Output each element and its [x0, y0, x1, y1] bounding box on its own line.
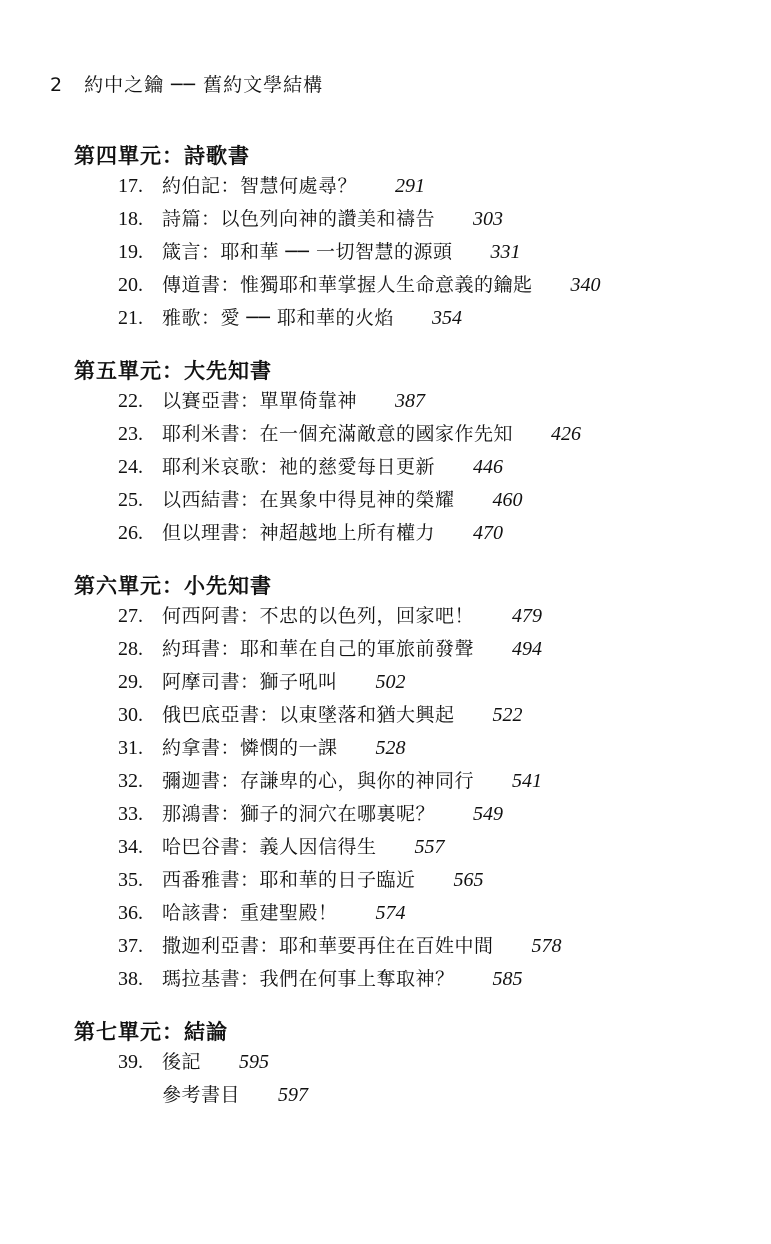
entry-title: 詩篇：以色列向神的讚美和禱告 [162, 208, 436, 230]
running-header [50, 70, 323, 97]
entry-number: 24. [118, 456, 143, 478]
entry-page: 565 [453, 869, 484, 891]
entry-page: 502 [375, 671, 406, 693]
toc-entry[interactable] [118, 865, 484, 895]
toc-entry[interactable] [118, 270, 601, 300]
entry-page: 354 [431, 307, 462, 329]
entry-page: 460 [492, 489, 523, 511]
toc-entry[interactable] [118, 1047, 269, 1077]
toc-entry[interactable] [118, 799, 503, 829]
entry-page: 291 [395, 175, 426, 197]
entry-page: 426 [551, 423, 582, 445]
entry-title: 雅歌：愛 ── 耶和華的火焰 [162, 307, 394, 329]
entry-page: 479 [512, 605, 543, 627]
entry-number: 31. [118, 737, 143, 759]
entry-number: 33. [118, 803, 143, 825]
entry-title: 以賽亞書：單單倚靠神 [162, 390, 358, 412]
entry-number: 20. [118, 274, 143, 296]
toc-entry[interactable] [118, 518, 503, 548]
entry-page: 387 [395, 390, 426, 412]
entry-title: 何西阿書：不忠的以色列，回家吧！ [162, 605, 475, 627]
entry-title: 哈該書：重建聖殿！ [162, 902, 338, 924]
entry-number: 23. [118, 423, 143, 445]
entry-number: 26. [118, 522, 143, 544]
toc-entry[interactable] [118, 419, 581, 449]
entry-title: 後記 [162, 1051, 202, 1073]
entry-number: 27. [118, 605, 143, 627]
entry-number: 37. [118, 935, 143, 957]
entry-page: 331 [490, 241, 521, 263]
entry-number: 39. [118, 1051, 143, 1073]
entry-title: 那鴻書：獅子的洞穴在哪裏呢？ [162, 803, 436, 825]
entry-title: 箴言：耶和華 ── 一切智慧的源頭 [162, 241, 453, 263]
entry-page: 595 [239, 1051, 270, 1073]
entry-title: 耶利米哀歌：祂的慈愛每日更新 [162, 456, 436, 478]
entry-title: 阿摩司書：獅子吼叫 [162, 671, 338, 693]
entry-number: 35. [118, 869, 143, 891]
entry-number: 19. [118, 241, 143, 263]
entry-number: 34. [118, 836, 143, 858]
toc-entry[interactable] [118, 931, 562, 961]
entry-title: 俄巴底亞書：以東墜落和猶大興起 [162, 704, 455, 726]
entry-number: 17. [118, 175, 143, 197]
unit-heading: 第七單元：結論 [74, 1020, 228, 1044]
entry-title: 約珥書：耶和華在自己的軍旅前發聲 [162, 638, 475, 660]
entry-page: 303 [473, 208, 504, 230]
entry-number: 36. [118, 902, 143, 924]
entry-title: 約拿書：憐憫的一課 [162, 737, 338, 759]
running-title: 約中之鑰 ── 舊約文學結構 [84, 74, 324, 96]
unit-heading: 第六單元：小先知書 [74, 574, 272, 598]
entry-title: 參考書目 [162, 1084, 241, 1106]
entry-page: 549 [473, 803, 504, 825]
entry-title: 耶利米書：在一個充滿敵意的國家作先知 [162, 423, 514, 445]
entry-number: 22. [118, 390, 143, 412]
toc-entry[interactable] [118, 832, 445, 862]
entry-number: 21. [118, 307, 143, 329]
entry-title: 傳道書：惟獨耶和華掌握人生命意義的鑰匙 [162, 274, 533, 296]
toc-entry[interactable] [118, 171, 425, 201]
entry-title: 以西結書：在異象中得見神的榮耀 [162, 489, 455, 511]
entry-number: 32. [118, 770, 143, 792]
toc-entry[interactable] [118, 667, 406, 697]
page-number: 2 [50, 74, 64, 96]
entry-page: 470 [473, 522, 504, 544]
toc-entry[interactable] [118, 204, 503, 234]
entry-page: 528 [375, 737, 406, 759]
toc-entry[interactable] [118, 386, 425, 416]
entry-title: 哈巴谷書：義人因信得生 [162, 836, 377, 858]
toc-entry[interactable] [118, 237, 520, 267]
entry-page: 557 [414, 836, 445, 858]
toc-entry[interactable] [118, 898, 406, 928]
entry-number: 29. [118, 671, 143, 693]
entry-page: 578 [531, 935, 562, 957]
toc-entry[interactable] [118, 700, 523, 730]
entry-title: 彌迦書：存謙卑的心，與你的神同行 [162, 770, 475, 792]
toc-entry[interactable] [118, 733, 406, 763]
toc-entry[interactable] [118, 601, 542, 631]
toc-entry[interactable] [118, 766, 542, 796]
entry-number: 25. [118, 489, 143, 511]
toc-entry[interactable] [118, 485, 523, 515]
entry-title: 但以理書：神超越地上所有權力 [162, 522, 436, 544]
toc-entry[interactable] [118, 634, 542, 664]
toc-entry[interactable] [118, 964, 523, 994]
entry-page: 541 [512, 770, 543, 792]
toc-entry[interactable] [162, 1080, 308, 1110]
entry-page: 446 [473, 456, 504, 478]
entry-number: 38. [118, 968, 143, 990]
entry-title: 西番雅書：耶和華的日子臨近 [162, 869, 416, 891]
entry-page: 585 [492, 968, 523, 990]
entry-page: 522 [492, 704, 523, 726]
toc-entry[interactable] [118, 303, 462, 333]
entry-title: 約伯記：智慧何處尋？ [162, 175, 358, 197]
entry-page: 597 [278, 1084, 309, 1106]
entry-number: 28. [118, 638, 143, 660]
entry-page: 340 [570, 274, 601, 296]
entry-page: 574 [375, 902, 406, 924]
entry-title: 瑪拉基書：我們在何事上奪取神？ [162, 968, 455, 990]
toc-entry[interactable] [118, 452, 503, 482]
entry-number: 30. [118, 704, 143, 726]
entry-page: 494 [512, 638, 543, 660]
entry-number: 18. [118, 208, 143, 230]
unit-heading: 第四單元：詩歌書 [74, 144, 250, 168]
entry-title: 撒迦利亞書：耶和華要再住在百姓中間 [162, 935, 494, 957]
unit-heading: 第五單元：大先知書 [74, 359, 272, 383]
